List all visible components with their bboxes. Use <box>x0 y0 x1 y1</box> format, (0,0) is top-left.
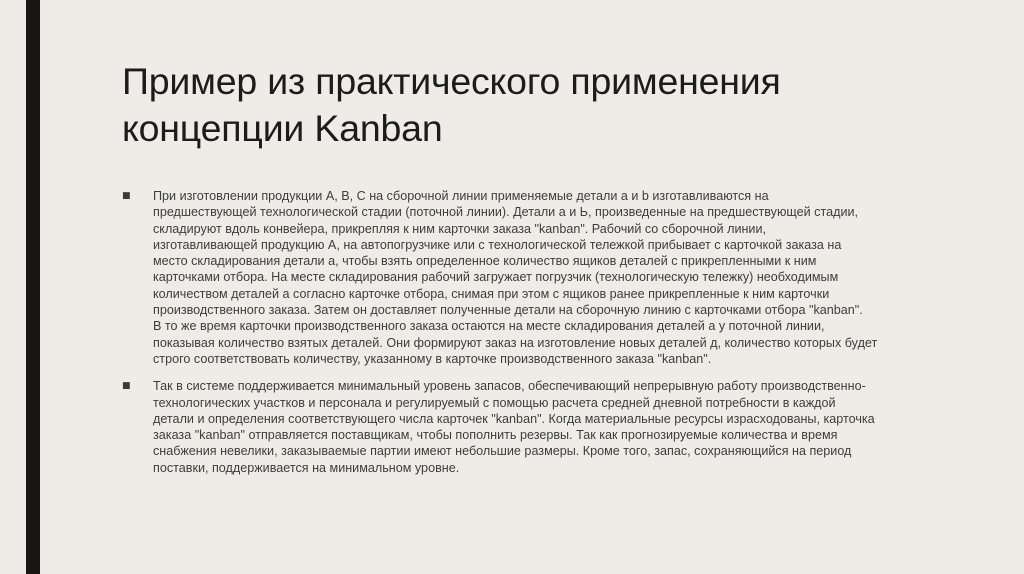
bullet-text: Так в системе поддерживается минимальный уровень запасов, обеспечивающий непрерывную работу производственно- технологических участков и персонала и регулируемый с помощью расчета средней дневной потребности в каждой детали и определения соответствующего числа карточек "kanban". Когда материальные ресурсы израсходованы, карточка заказа "kanban" отправляется поставщикам, чтобы пополнить резервы. Так как прогнозируемые количества и время снабжения невелики, заказываемые партии имеют небольшие размеры. Кроме того, запас, сохраняющийся на период поставки, поддерживается на минимальном уровне. <box>153 379 875 475</box>
bullet-text: При изготовлении продукции А, В, С на сборочной линии применяемые детали а и b изготавливаются на предшествующей технологической стадии (поточной линии). Детали а и Ь, произведенные на предшествующей стадии, складируют вдоль конвейера, прикрепляя к ним карточки заказа "kanban". Рабочий со сборочной линии, изготавливающей продукцию А, на автопогрузчике или с технологической тележкой прибывает с карточкой заказа на место складирования детали а, чтобы взять определенное количество ящиков деталей с прикрепленными к ним карточками отбора. На месте складирования рабочий загружает погрузчик (технологическую тележку) необходимым количеством деталей а согласно карточке отбора, снимая при этом с ящиков ранее прикрепленные к ним карточки производственного заказа. Затем он доставляет полученные детали на сборочную линию с карточками отбора "kanban". В то же время карточки производственного заказа остаются на месте складирования деталей а у поточной линии, показывая количество взятых деталей. Они формируют заказ на изготовление новых деталей д, количество которых будет строго соответствовать количеству, указанному в карточке производственного заказа "kanban". <box>153 189 878 366</box>
bullet-item <box>122 188 972 367</box>
slide-title: Пример из практического применения концепции Kanban <box>122 60 781 149</box>
square-bullet-icon: ■ <box>122 381 131 392</box>
bullet-item <box>122 378 972 476</box>
square-bullet-icon: ■ <box>122 191 131 201</box>
accent-bar <box>26 0 40 574</box>
slide-body <box>122 188 972 487</box>
